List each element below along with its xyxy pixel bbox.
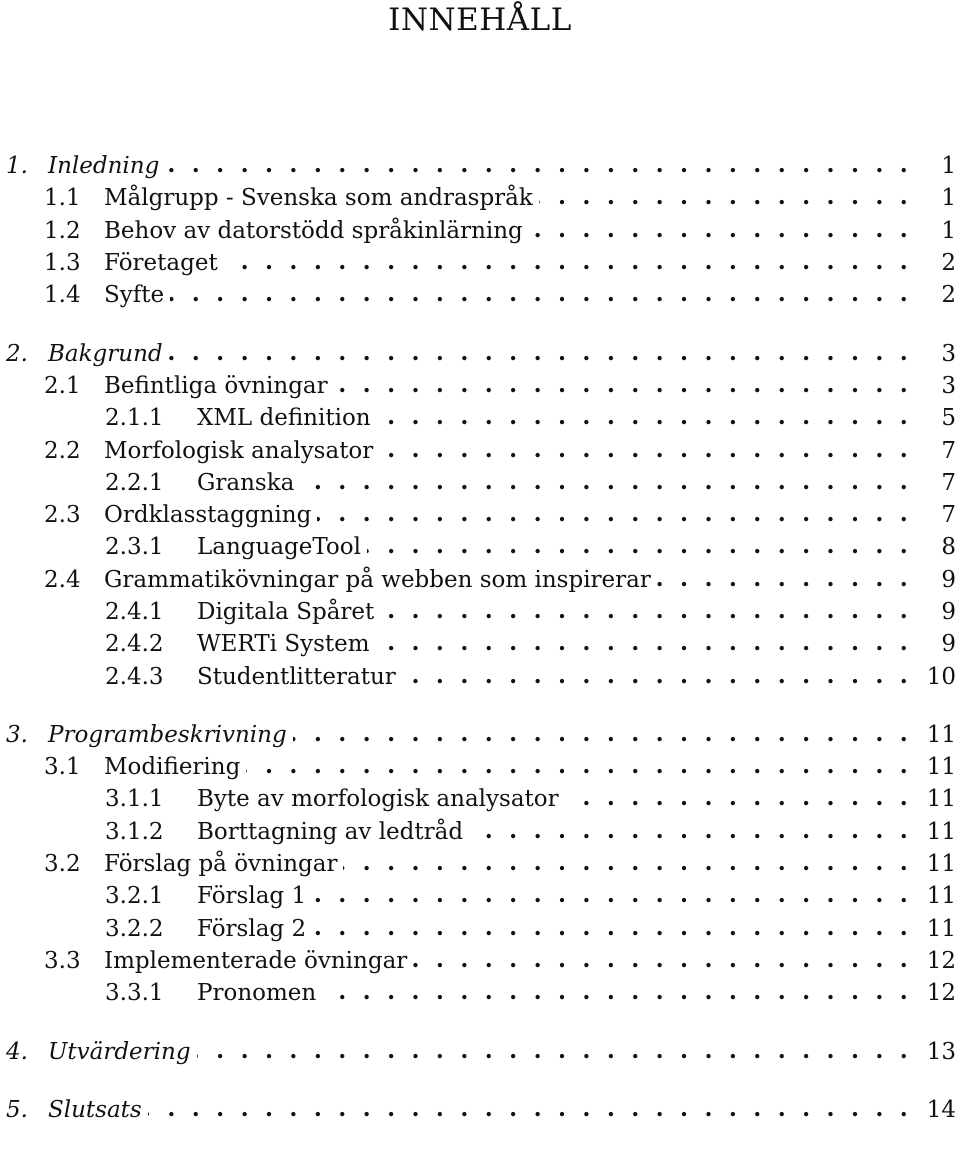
toc-entry-title: Utvärdering (48, 1038, 191, 1065)
toc-entry-page-number: 12 (926, 947, 956, 974)
toc-entry-title: Ordklasstaggning (104, 502, 312, 529)
toc-entry-page-number: 9 (941, 599, 956, 625)
toc-entry-title: Pronomen (197, 980, 317, 1007)
toc-section-entry[interactable] (6, 434, 956, 466)
toc-entry-number: 4. (6, 1038, 28, 1065)
toc-entry-number: 2.4.2 (105, 631, 164, 658)
toc-chapter-entry[interactable] (6, 337, 956, 369)
toc-entry-page-number: 1 (941, 185, 956, 212)
dot-leader (334, 370, 912, 402)
toc-entry-title: Programbeskrivning (48, 721, 287, 748)
dot-leader (312, 913, 912, 945)
toc-subsection-entry[interactable] (6, 402, 956, 434)
dot-leader (376, 628, 912, 660)
dot-leader (657, 564, 912, 596)
dot-leader (322, 977, 912, 1009)
dot-leader (293, 719, 912, 751)
toc-entry-page-number: 9 (941, 566, 956, 593)
toc-entry-page-number: 7 (941, 502, 956, 529)
dot-leader (413, 945, 912, 977)
toc-section-entry[interactable] (6, 564, 956, 596)
toc-entry-number: 5. (6, 1096, 28, 1123)
dot-leader (529, 215, 912, 247)
toc-entry-number: 2.4.3 (105, 663, 164, 690)
toc-entry-title: Digitala Spåret (197, 599, 375, 625)
dot-leader (379, 435, 912, 467)
toc-entry-page-number: 11 (926, 818, 956, 845)
toc-entry-title: Syfte (104, 282, 165, 309)
dot-leader (317, 499, 912, 531)
toc-chapter-entry[interactable] (6, 1094, 956, 1126)
toc-entry-number: 2. (6, 340, 28, 367)
toc-section-entry[interactable] (6, 279, 956, 311)
dot-leader (169, 338, 912, 370)
toc-chapter-entry[interactable] (6, 150, 956, 182)
toc-entry-page-number: 2 (941, 250, 956, 277)
toc-section-entry[interactable] (6, 751, 956, 783)
toc-entry-title: Morfologisk analysator (104, 437, 374, 464)
toc-entry-title: Målgrupp - Svenska som andraspråk (104, 185, 533, 212)
dot-leader (165, 150, 912, 182)
toc-entry-page-number: 11 (926, 883, 956, 910)
dot-leader (343, 848, 912, 880)
toc-entry-page-number: 2 (941, 282, 956, 309)
dot-leader (469, 816, 912, 848)
toc-entry-title: Förslag 2 (197, 915, 307, 942)
toc-entry-page-number: 3 (941, 340, 956, 367)
toc-chapter-entry[interactable] (6, 719, 956, 751)
toc-entry-title: Modifiering (104, 754, 241, 781)
toc-entry-number: 2.2 (44, 437, 81, 464)
toc-entry-title: Borttagning av ledtråd (197, 818, 464, 845)
table-of-contents (6, 150, 956, 1126)
dot-leader (312, 880, 912, 912)
toc-subsection-entry[interactable] (6, 816, 956, 848)
dot-leader (565, 783, 912, 815)
toc-entry-title: Förslag på övningar (104, 851, 338, 878)
toc-entry-number: 3.3 (44, 947, 81, 974)
toc-entry-page-number: 9 (941, 631, 956, 658)
toc-entry-number: 3.2.2 (105, 915, 164, 942)
toc-entry-number: 2.2.1 (105, 469, 164, 496)
toc-subsection-entry[interactable] (6, 531, 956, 563)
toc-entry-number: 1.2 (44, 217, 81, 244)
toc-entry-number: 2.3.1 (105, 534, 164, 561)
toc-entry-page-number: 7 (941, 437, 956, 464)
toc-section-entry[interactable] (6, 370, 956, 402)
toc-entry-number: 1.3 (44, 250, 81, 277)
toc-entry-page-number: 11 (926, 721, 956, 748)
dot-leader (246, 751, 912, 783)
toc-subsection-entry[interactable] (6, 913, 956, 945)
toc-entry-number: 1.4 (44, 282, 81, 309)
toc-entry-title: Behov av datorstödd språkinlärning (104, 217, 523, 244)
toc-entry-page-number: 11 (926, 851, 956, 878)
toc-section-entry[interactable] (6, 247, 956, 279)
toc-entry-page-number: 1 (941, 153, 956, 180)
toc-entry-title: Slutsats (48, 1096, 142, 1123)
toc-entry-number: 1.1 (44, 185, 81, 212)
toc-entry-title: Implementerade övningar (104, 947, 408, 974)
toc-subsection-entry[interactable] (6, 660, 956, 692)
toc-entry-page-number: 1 (941, 217, 956, 244)
dot-leader (402, 661, 912, 693)
toc-entry-number: 3.1.1 (105, 786, 164, 813)
dot-leader (170, 279, 912, 311)
toc-entry-title: Befintliga övningar (104, 372, 328, 399)
toc-entry-title: LanguageTool (197, 534, 361, 561)
toc-entry-page-number: 14 (926, 1096, 956, 1123)
page-title: INNEHÅLL (388, 2, 572, 38)
toc-section-entry[interactable] (6, 945, 956, 977)
toc-entry-page-number: 7 (941, 469, 956, 496)
toc-entry-page-number: 11 (926, 786, 956, 813)
dot-leader (197, 1036, 912, 1068)
toc-entry-title: Bakgrund (48, 340, 163, 367)
toc-entry-title: Byte av morfologisk analysator (197, 786, 559, 813)
toc-section-entry[interactable] (6, 215, 956, 247)
dot-leader (300, 467, 912, 499)
toc-entry-number: 2.3 (44, 502, 81, 529)
toc-entry-title: WERTi System (197, 631, 370, 658)
toc-entry-title: Granska (197, 469, 295, 496)
toc-entry-page-number: 10 (926, 663, 956, 690)
toc-entry-page-number: 12 (926, 980, 956, 1007)
toc-entry-page-number: 3 (941, 372, 956, 399)
toc-entry-number: 3.2 (44, 851, 81, 878)
toc-subsection-entry[interactable] (6, 596, 956, 628)
dot-leader (377, 402, 912, 434)
toc-entry-number: 2.1.1 (105, 405, 164, 432)
toc-subsection-entry[interactable] (6, 467, 956, 499)
toc-entry-number: 2.4.1 (105, 599, 164, 625)
toc-entry-number: 3.3.1 (105, 980, 164, 1007)
toc-subsection-entry[interactable] (6, 880, 956, 912)
dot-leader (148, 1094, 912, 1126)
toc-entry-number: 3.2.1 (105, 883, 164, 910)
dot-leader (539, 182, 912, 214)
toc-entry-title: Studentlitteratur (197, 663, 396, 690)
toc-entry-title: Förslag 1 (197, 883, 307, 910)
toc-subsection-entry[interactable] (6, 977, 956, 1009)
toc-entry-number: 2.1 (44, 372, 81, 399)
toc-entry-number: 3.1 (44, 754, 81, 781)
toc-entry-number: 1. (6, 153, 28, 180)
toc-entry-number: 3. (6, 721, 28, 748)
dot-leader (367, 531, 912, 563)
toc-entry-page-number: 8 (941, 534, 956, 561)
dot-leader (224, 247, 912, 279)
toc-entry-page-number: 13 (926, 1038, 956, 1065)
toc-entry-page-number: 11 (926, 754, 956, 781)
toc-entry-title: XML definition (197, 405, 371, 432)
toc-entry-title: Inledning (48, 153, 160, 180)
toc-subsection-entry[interactable] (6, 783, 956, 815)
toc-entry-title: Grammatikövningar på webben som inspirerar (104, 566, 651, 593)
toc-entry-page-number: 5 (941, 405, 956, 432)
toc-entry-number: 3.1.2 (105, 818, 164, 845)
toc-section-entry[interactable] (6, 499, 956, 531)
toc-chapter-entry[interactable] (6, 1035, 956, 1067)
dot-leader (380, 596, 912, 628)
toc-section-entry[interactable] (6, 848, 956, 880)
toc-section-entry[interactable] (6, 182, 956, 214)
toc-entry-number: 2.4 (44, 566, 81, 593)
toc-entry-title: Företaget (104, 250, 218, 277)
toc-entry-page-number: 11 (926, 915, 956, 942)
toc-subsection-entry[interactable] (6, 628, 956, 660)
